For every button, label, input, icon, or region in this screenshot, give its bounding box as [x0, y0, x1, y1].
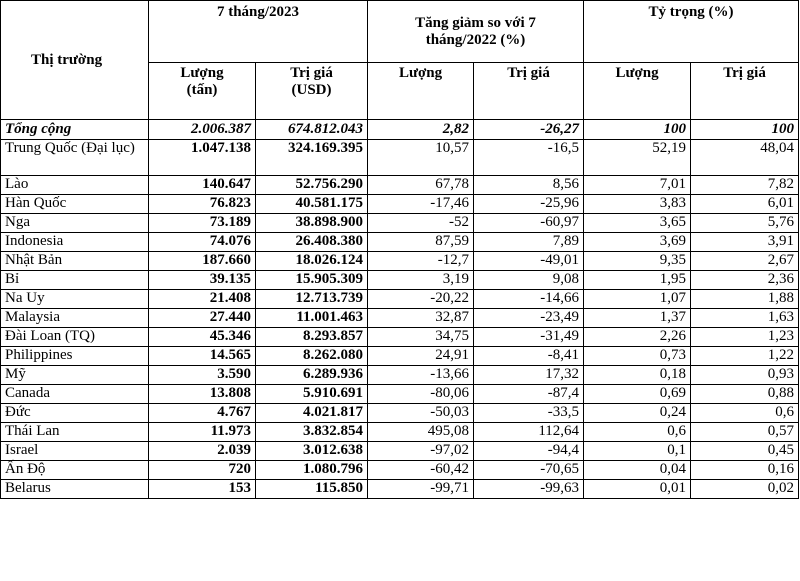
total-row: [1, 120, 799, 140]
header-change-value: Trị giá: [474, 63, 584, 120]
table-row: [1, 214, 799, 233]
table-row: [1, 423, 799, 442]
market-name: Nga: [1, 214, 149, 233]
change-qty-cell: 67,78: [368, 176, 474, 195]
share-value-cell: 3,91: [691, 233, 799, 252]
share-qty-cell: 0,04: [584, 461, 691, 480]
change-qty-cell: 34,75: [368, 328, 474, 347]
change-qty-cell: -80,06: [368, 385, 474, 404]
change-value-cell: -23,49: [474, 309, 584, 328]
qty-cell: 4.767: [149, 404, 256, 423]
qty-cell: 27.440: [149, 309, 256, 328]
change-qty-cell: 10,57: [368, 140, 474, 176]
change-value-cell: 7,89: [474, 233, 584, 252]
table-row: [1, 140, 799, 176]
change-value-cell: -94,4: [474, 442, 584, 461]
total-share-qty: 100: [584, 120, 691, 140]
share-value-cell: 2,36: [691, 271, 799, 290]
change-value-cell: -14,66: [474, 290, 584, 309]
header-change-qty: Lượng: [368, 63, 474, 120]
qty-cell: 45.346: [149, 328, 256, 347]
table-row: [1, 252, 799, 271]
market-name: Thái Lan: [1, 423, 149, 442]
change-qty-cell: -50,03: [368, 404, 474, 423]
value-cell: 4.021.817: [256, 404, 368, 423]
value-cell: 324.169.395: [256, 140, 368, 176]
share-value-cell: 2,67: [691, 252, 799, 271]
table-row: [1, 309, 799, 328]
change-qty-cell: 3,19: [368, 271, 474, 290]
share-value-cell: 5,76: [691, 214, 799, 233]
change-qty-cell: 87,59: [368, 233, 474, 252]
market-name: Indonesia: [1, 233, 149, 252]
value-cell: 5.910.691: [256, 385, 368, 404]
share-value-cell: 0,45: [691, 442, 799, 461]
table-row: [1, 176, 799, 195]
market-name: Philippines: [1, 347, 149, 366]
share-qty-cell: 0,18: [584, 366, 691, 385]
table-row: [1, 461, 799, 480]
value-cell: 38.898.900: [256, 214, 368, 233]
value-cell: 6.289.936: [256, 366, 368, 385]
share-qty-cell: 2,26: [584, 328, 691, 347]
market-name: Đức: [1, 404, 149, 423]
change-qty-cell: -99,71: [368, 480, 474, 499]
header-market: Thị trường: [1, 1, 149, 120]
share-qty-cell: 0,6: [584, 423, 691, 442]
change-qty-cell: 32,87: [368, 309, 474, 328]
market-name: Canada: [1, 385, 149, 404]
table-row: [1, 233, 799, 252]
value-cell: 1.080.796: [256, 461, 368, 480]
change-value-cell: 8,56: [474, 176, 584, 195]
header-share: Tỷ trọng (%): [584, 1, 799, 63]
value-cell: 11.001.463: [256, 309, 368, 328]
qty-cell: 187.660: [149, 252, 256, 271]
share-qty-cell: 1,07: [584, 290, 691, 309]
table-row: [1, 271, 799, 290]
header-share-value: Trị giá: [691, 63, 799, 120]
market-name: Na Uy: [1, 290, 149, 309]
market-name: Israel: [1, 442, 149, 461]
value-cell: 18.026.124: [256, 252, 368, 271]
change-value-cell: -8,41: [474, 347, 584, 366]
qty-cell: 13.808: [149, 385, 256, 404]
value-cell: 8.293.857: [256, 328, 368, 347]
total-label: Tổng cộng: [1, 120, 149, 140]
share-value-cell: 1,22: [691, 347, 799, 366]
total-qty: 2.006.387: [149, 120, 256, 140]
change-value-cell: -99,63: [474, 480, 584, 499]
total-value: 674.812.043: [256, 120, 368, 140]
value-cell: 26.408.380: [256, 233, 368, 252]
table-row: [1, 442, 799, 461]
value-cell: 40.581.175: [256, 195, 368, 214]
share-value-cell: 6,01: [691, 195, 799, 214]
table-row: [1, 385, 799, 404]
change-qty-cell: 24,91: [368, 347, 474, 366]
change-qty-cell: -52: [368, 214, 474, 233]
change-value-cell: 17,32: [474, 366, 584, 385]
share-qty-cell: 9,35: [584, 252, 691, 271]
value-cell: 15.905.309: [256, 271, 368, 290]
share-value-cell: 48,04: [691, 140, 799, 176]
share-qty-cell: 0,69: [584, 385, 691, 404]
share-value-cell: 0,6: [691, 404, 799, 423]
change-qty-cell: -97,02: [368, 442, 474, 461]
total-share-value: 100: [691, 120, 799, 140]
change-qty-cell: -17,46: [368, 195, 474, 214]
market-name: Hàn Quốc: [1, 195, 149, 214]
value-cell: 12.713.739: [256, 290, 368, 309]
share-qty-cell: 7,01: [584, 176, 691, 195]
qty-cell: 720: [149, 461, 256, 480]
share-value-cell: 7,82: [691, 176, 799, 195]
qty-cell: 73.189: [149, 214, 256, 233]
change-value-cell: -87,4: [474, 385, 584, 404]
header-value-usd: Trị giá (USD): [256, 63, 368, 120]
market-name: Bỉ: [1, 271, 149, 290]
table-row: [1, 366, 799, 385]
value-cell: 8.262.080: [256, 347, 368, 366]
change-qty-cell: -20,22: [368, 290, 474, 309]
change-value-cell: 9,08: [474, 271, 584, 290]
table-row: [1, 328, 799, 347]
market-name: Nhật Bản: [1, 252, 149, 271]
qty-cell: 76.823: [149, 195, 256, 214]
table-row: [1, 404, 799, 423]
table-row: [1, 290, 799, 309]
value-cell: 3.832.854: [256, 423, 368, 442]
change-value-cell: -49,01: [474, 252, 584, 271]
market-name: Đài Loan (TQ): [1, 328, 149, 347]
change-qty-cell: 495,08: [368, 423, 474, 442]
qty-cell: 153: [149, 480, 256, 499]
qty-cell: 74.076: [149, 233, 256, 252]
share-qty-cell: 1,95: [584, 271, 691, 290]
header-change: Tăng giảm so với 7 tháng/2022 (%): [368, 1, 584, 63]
header-qty-ton: Lượng (tấn): [149, 63, 256, 120]
qty-cell: 2.039: [149, 442, 256, 461]
qty-cell: 11.973: [149, 423, 256, 442]
share-value-cell: 0,02: [691, 480, 799, 499]
qty-cell: 21.408: [149, 290, 256, 309]
total-change-qty: 2,82: [368, 120, 474, 140]
change-value-cell: 112,64: [474, 423, 584, 442]
qty-cell: 140.647: [149, 176, 256, 195]
qty-cell: 14.565: [149, 347, 256, 366]
change-qty-cell: -12,7: [368, 252, 474, 271]
header-period: 7 tháng/2023: [149, 1, 368, 63]
share-value-cell: 0,88: [691, 385, 799, 404]
share-value-cell: 0,57: [691, 423, 799, 442]
share-qty-cell: 3,65: [584, 214, 691, 233]
header-share-qty: Lượng: [584, 63, 691, 120]
qty-cell: 3.590: [149, 366, 256, 385]
share-value-cell: 1,88: [691, 290, 799, 309]
table-row: [1, 195, 799, 214]
change-value-cell: -31,49: [474, 328, 584, 347]
change-value-cell: -16,5: [474, 140, 584, 176]
change-value-cell: -33,5: [474, 404, 584, 423]
share-qty-cell: 3,69: [584, 233, 691, 252]
change-value-cell: -70,65: [474, 461, 584, 480]
market-name: Trung Quốc (Đại lục): [1, 140, 149, 176]
market-name: Lào: [1, 176, 149, 195]
market-name: Malaysia: [1, 309, 149, 328]
change-qty-cell: -60,42: [368, 461, 474, 480]
qty-cell: 1.047.138: [149, 140, 256, 176]
share-qty-cell: 3,83: [584, 195, 691, 214]
change-value-cell: -60,97: [474, 214, 584, 233]
value-cell: 115.850: [256, 480, 368, 499]
value-cell: 3.012.638: [256, 442, 368, 461]
total-change-value: -26,27: [474, 120, 584, 140]
market-name: Belarus: [1, 480, 149, 499]
share-qty-cell: 0,01: [584, 480, 691, 499]
share-value-cell: 0,16: [691, 461, 799, 480]
value-cell: 52.756.290: [256, 176, 368, 195]
table-row: [1, 480, 799, 499]
table-row: [1, 347, 799, 366]
share-value-cell: 1,63: [691, 309, 799, 328]
share-qty-cell: 0,24: [584, 404, 691, 423]
change-qty-cell: -13,66: [368, 366, 474, 385]
market-name: Mỹ: [1, 366, 149, 385]
share-value-cell: 1,23: [691, 328, 799, 347]
change-value-cell: -25,96: [474, 195, 584, 214]
share-qty-cell: 0,1: [584, 442, 691, 461]
share-value-cell: 0,93: [691, 366, 799, 385]
share-qty-cell: 1,37: [584, 309, 691, 328]
market-name: Ấn Độ: [1, 461, 149, 480]
qty-cell: 39.135: [149, 271, 256, 290]
share-qty-cell: 0,73: [584, 347, 691, 366]
share-qty-cell: 52,19: [584, 140, 691, 176]
